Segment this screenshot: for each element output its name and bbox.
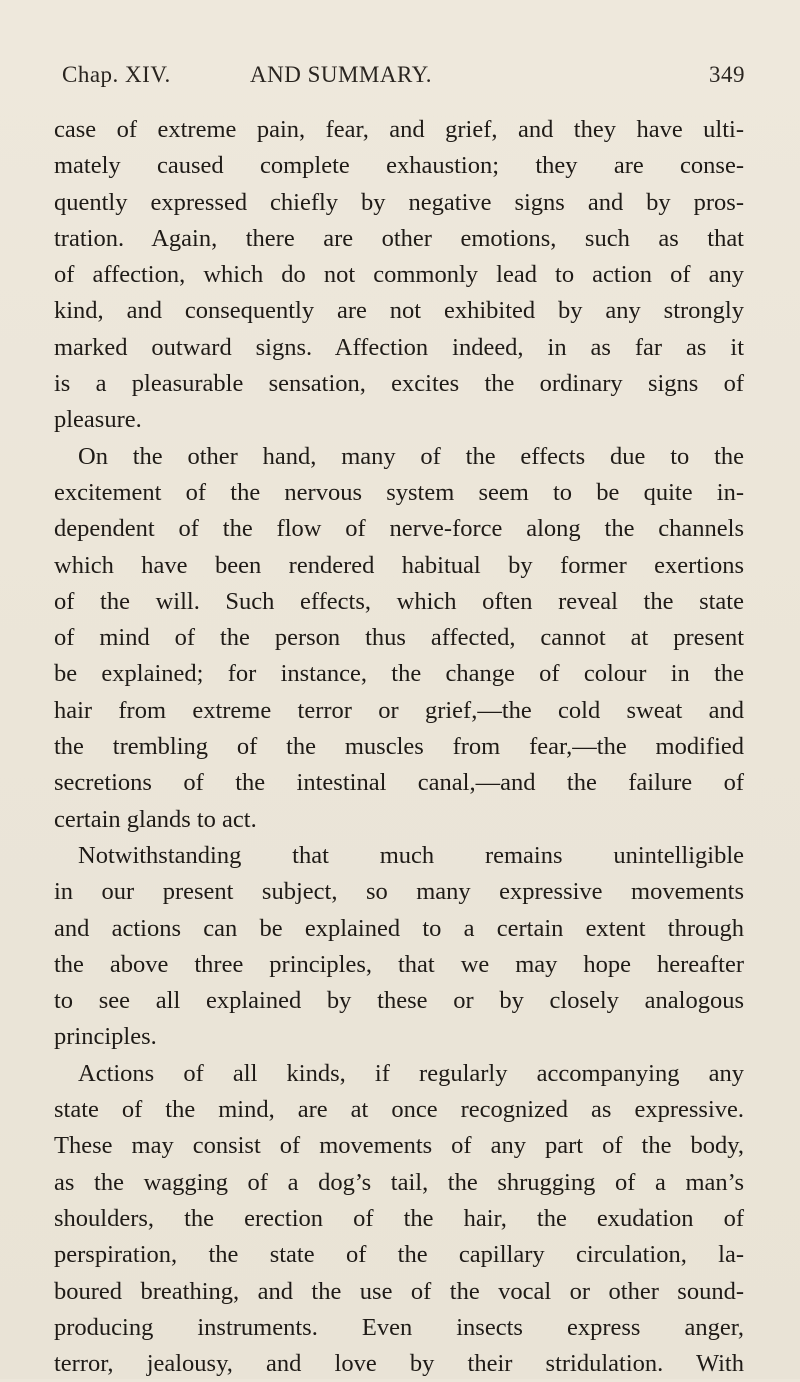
text-line: tration. Again, there are other emotions, such as that xyxy=(54,224,744,252)
text-line: quently expressed chiefly by negative signs and by pros- xyxy=(54,188,744,216)
text-line: of the will. Such effects, which often reveal the state xyxy=(54,587,744,615)
paragraph-1 xyxy=(54,112,744,439)
text-line: secretions of the intestinal canal,—and the failure of xyxy=(54,769,744,797)
body-text xyxy=(54,112,744,1382)
paragraph-3 xyxy=(54,838,744,1056)
text-line: dependent of the flow of nerve-force along the channels xyxy=(54,515,744,543)
text-line: producing instruments. Even insects express anger, xyxy=(54,1313,744,1341)
text-line: excitement of the nervous system seem to be quite in- xyxy=(54,478,744,506)
text-line: which have been rendered habitual by former exertions xyxy=(54,551,744,579)
text-line: pleasure. xyxy=(54,406,142,434)
text-line: certain glands to act. xyxy=(54,805,257,833)
text-line: state of the mind, are at once recognized as expressive. xyxy=(54,1096,744,1124)
paragraph-2 xyxy=(54,439,744,838)
text-line: perspiration, the state of the capillary circulation, la- xyxy=(54,1241,744,1269)
text-line: mately caused complete exhaustion; they are conse- xyxy=(54,152,744,180)
text-line: shoulders, the erection of the hair, the exudation of xyxy=(54,1204,744,1232)
text-line: kind, and consequently are not exhibited by any strongly xyxy=(54,297,744,325)
text-line: in our present subject, so many expressive movements xyxy=(54,878,744,906)
paragraph-4 xyxy=(54,1056,744,1382)
text-line: case of extreme pain, fear, and grief, and they have ulti- xyxy=(54,116,744,143)
text-line: terror, jealousy, and love by their stridulation. With xyxy=(54,1350,744,1378)
text-line: of affection, which do not commonly lead to action of any xyxy=(54,261,744,289)
text-line: to see all explained by these or by closely analogous xyxy=(54,987,744,1015)
text-line: be explained; for instance, the change of colour in the xyxy=(54,660,744,688)
text-line: Actions of all kinds, if regularly accompanying any xyxy=(78,1059,744,1087)
text-line: These may consist of movements of any part of the body, xyxy=(54,1132,744,1160)
text-line: the trembling of the muscles from fear,—the modified xyxy=(54,733,744,761)
text-line: the above three principles, that we may hope hereafter xyxy=(54,950,744,978)
text-line: as the wagging of a dog’s tail, the shrugging of a man’s xyxy=(54,1168,744,1196)
section-title: AND SUMMARY. xyxy=(250,62,432,87)
text-line: hair from extreme terror or grief,—the cold sweat and xyxy=(54,696,744,724)
text-line: marked outward signs. Affection indeed, in as far as it xyxy=(54,333,744,361)
text-line: and actions can be explained to a certain extent through xyxy=(54,914,744,942)
text-line: boured breathing, and the use of the vocal or other sound- xyxy=(54,1277,744,1305)
chapter-label: Chap. XIV. xyxy=(62,62,171,87)
text-line: principles. xyxy=(54,1023,157,1051)
text-line: Notwithstanding that much remains unintelligible xyxy=(78,841,744,869)
page-number: 349 xyxy=(709,62,745,87)
text-line: is a pleasurable sensation, excites the ordinary signs of xyxy=(54,370,744,398)
text-line: of mind of the person thus affected, cannot at present xyxy=(54,624,744,652)
text-line: On the other hand, many of the effects due to the xyxy=(78,442,744,470)
running-head xyxy=(62,62,745,96)
